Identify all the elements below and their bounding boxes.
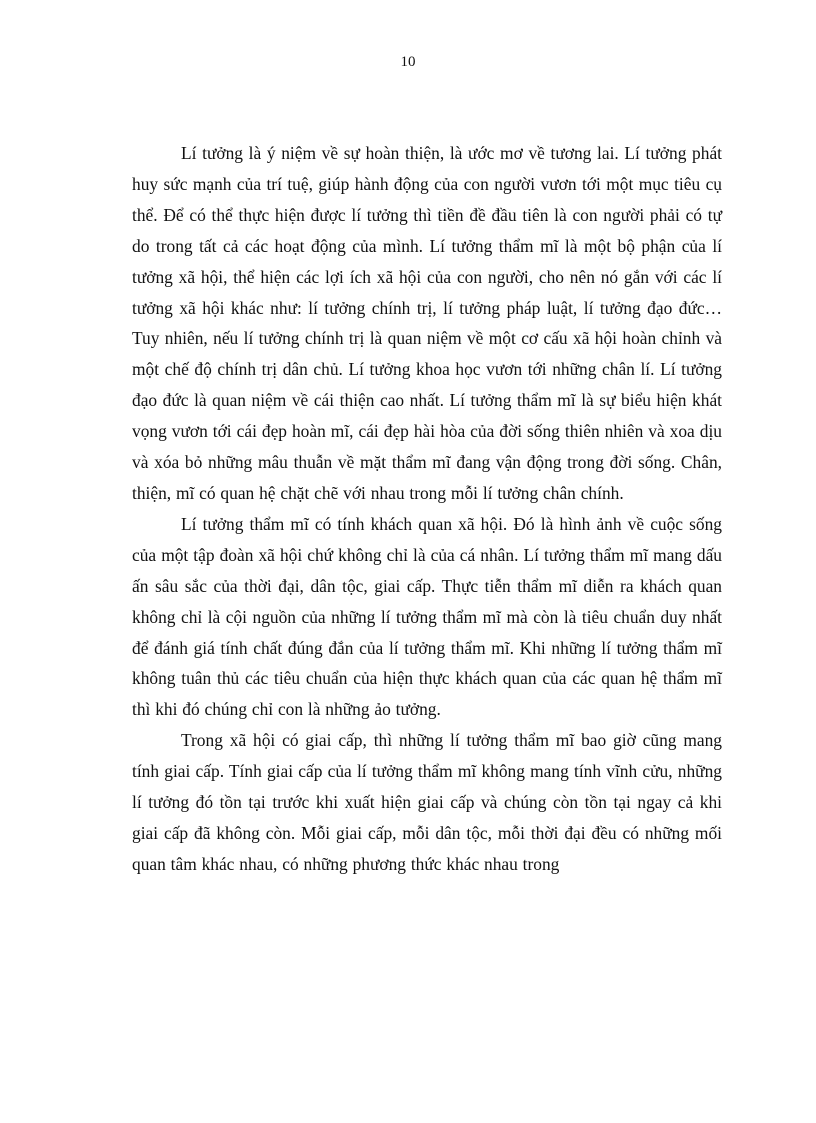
- body-text: [132, 138, 722, 880]
- paragraph-1: Lí tưởng là ý niệm về sự hoàn thiện, là ước mơ về tương lai. Lí tưởng phát huy sức mạnh của trí tuệ, giúp hành động của con người vươn tới một mục tiêu cụ thể. Để có thể thực hiện được lí tưởng thì tiền đề đầu tiên là con người phải có tự do trong tất cả các hoạt động của mình. Lí tưởng thẩm mĩ là một bộ phận của lí tưởng xã hội, thể hiện các lợi ích xã hội của con người, cho nên nó gắn với các lí tưởng xã hội khác như: lí tưởng chính trị, lí tưởng pháp luật, lí tưởng đạo đức… Tuy nhiên, nếu lí tưởng chính trị là quan niệm về một cơ cấu xã hội hoàn chỉnh và một chế độ chính trị dân chủ. Lí tưởng khoa học vươn tới những chân lí. Lí tưởng đạo đức là quan niệm về cái thiện cao nhất. Lí tưởng thẩm mĩ là sự biểu hiện khát vọng vươn tới cái đẹp hoàn mĩ, cái đẹp hài hòa của đời sống thiên nhiên và xoa dịu và xóa bỏ những mâu thuẫn về mặt thẩm mĩ đang vận động trong đời sống. Chân, thiện, mĩ có quan hệ chặt chẽ với nhau trong mỗi lí tưởng chân chính.: [132, 143, 722, 503]
- paragraph-3: Trong xã hội có giai cấp, thì những lí tưởng thẩm mĩ bao giờ cũng mang tính giai cấp. Tính giai cấp của lí tưởng thẩm mĩ không mang tính vĩnh cửu, những lí tưởng đó tồn tại trước khi xuất hiện giai cấp và chúng còn tồn tại ngay cả khi giai cấp đã không còn. Mỗi giai cấp, mỗi dân tộc, mỗi thời đại đều có những mối quan tâm khác nhau, có những phương thức khác nhau trong: [132, 730, 722, 874]
- page-number: 10: [400, 54, 416, 70]
- paragraph-2: Lí tưởng thẩm mĩ có tính khách quan xã hội. Đó là hình ảnh về cuộc sống của một tập đoàn xã hội chứ không chỉ là của cá nhân. Lí tưởng thẩm mĩ mang dấu ấn sâu sắc của thời đại, dân tộc, giai cấp. Thực tiễn thẩm mĩ diễn ra khách quan không chỉ là cội nguồn của những lí tưởng thẩm mĩ mà còn là tiêu chuẩn duy nhất để đánh giá tính chất đúng đắn của lí tưởng thẩm mĩ. Khi những lí tưởng thẩm mĩ không tuân thủ các tiêu chuẩn của hiện thực khách quan của các quan hệ thẩm mĩ thì khi đó chúng chỉ con là những ảo tưởng.: [132, 513, 722, 720]
